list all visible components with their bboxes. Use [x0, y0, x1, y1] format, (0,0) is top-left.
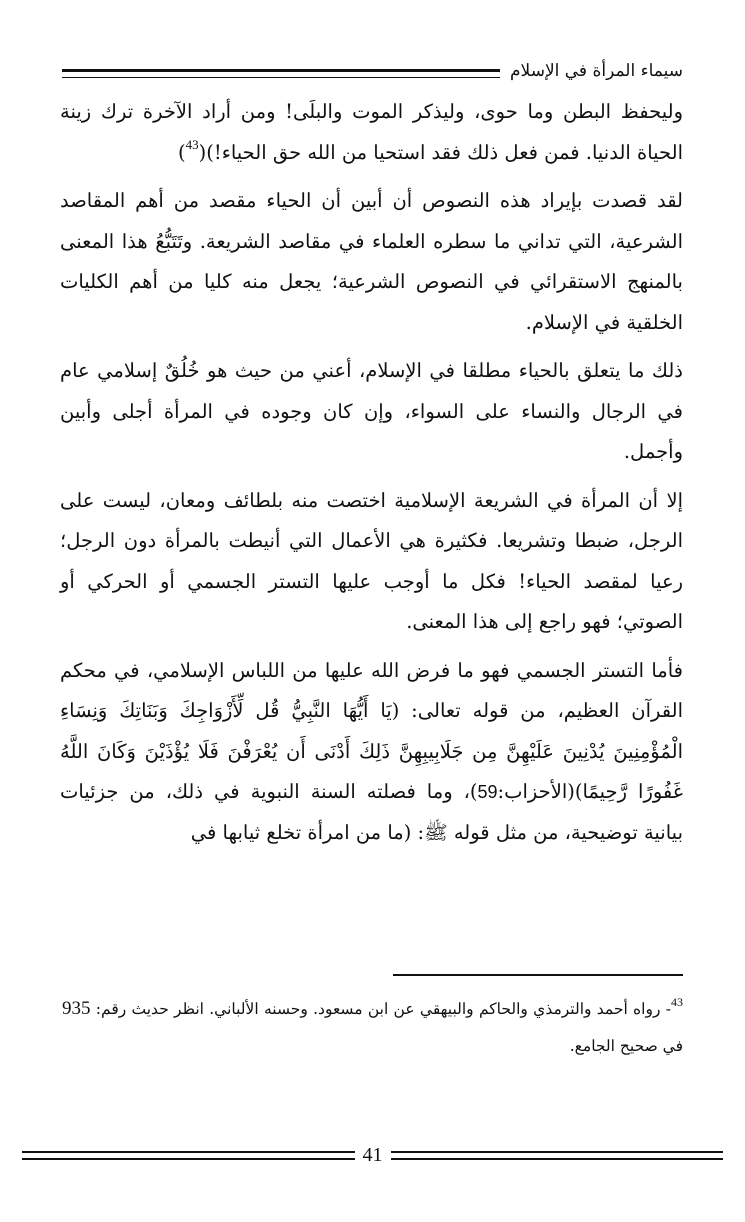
verse-reference-number: 59 [477, 782, 498, 802]
paragraph-1-close: ) [178, 140, 186, 164]
paragraph-5 [60, 651, 683, 854]
paragraph-5-text: فأما التستر الجسمي فهو ما فرض الله عليها من اللباس الإسلامي، في محكم القرآن العظيم، من قوله تعالى: (يَا أَيُّهَا النَّبِيُّ قُل لِّأَزْوَاجِكَ وَبَنَاتِكَ وَنِسَاءِ الْمُؤْمِنِينَ يُدْنِينَ عَلَيْهِنَّ مِن جَلَابِيبِهِنَّ ذَلِكَ أَدْنَى أَن يُعْرَفْنَ فَلَا يُؤْذَيْنَ وَكَانَ اللَّهُ غَفُورًا رَّحِيمًا)(الأحزاب: [60, 658, 683, 803]
footnote-separator [393, 974, 683, 976]
main-text [60, 92, 683, 861]
footnote-text: - رواه أحمد والترمذي والحاكم والبيهقي عن ابن مسعود. وحسنه الألباني. انظر حديث رقم: [95, 1000, 671, 1018]
header-double-rule [62, 69, 500, 78]
page-footer [22, 1141, 723, 1169]
footer-rule-right [391, 1151, 724, 1160]
paragraph-1 [60, 92, 683, 173]
hadith-number: 935 [62, 998, 91, 1019]
running-header-title: سيماء المرأة في الإسلام [510, 61, 683, 81]
paragraph-2: لقد قصدت بإيراد هذه النصوص أن أبين أن الحياء مقصد من أهم المقاصد الشرعية، التي تداني ما سطره العلماء في مقاصد الشريعة. وتَتَبُّعُ هذا المعنى بالمنهج الاستقرائي في النصوص الشرعية؛ يجعل منه كليا من أهم الكليات الخلقية في الإسلام. [60, 189, 683, 334]
paragraph-5-continuation: )، وما فصلته السنة النبوية في ذلك، من جزئيات بيانية توضيحية، من مثل قوله ﷺ: (ما من امرأة تخلع ثيابها في [60, 780, 683, 844]
page-number: 41 [362, 1143, 383, 1166]
footer-rule-left [22, 1151, 355, 1160]
footnote [62, 990, 683, 1065]
footnote-reference[interactable]: 43 [185, 136, 199, 152]
footnote-number: 43 [671, 995, 683, 1009]
running-header [62, 56, 683, 86]
paragraph-4: إلا أن المرأة في الشريعة الإسلامية اختصت منه بلطائف ومعان، ليست على الرجل، ضبطا وتشريعا. فكثيرة هي الأعمال التي أنيطت بالمرأة دون الرجل؛ رعيا لمقصد الحياء! فكل ما أوجب عليها التستر الجسمي أو الحركي أو الصوتي؛ فهو راجع إلى هذا المعنى. [60, 488, 683, 633]
footnote-text-end: في صحيح الجامع. [569, 1037, 683, 1055]
paragraph-1-text: وليحفظ البطن وما حوى، وليذكر الموت والبلَى! ومن أراد الآخرة ترك زينة الحياة الدنيا. فمن فعل ذلك فقد استحيا من الله حق الحياء!)( [60, 100, 683, 164]
paragraph-3: ذلك ما يتعلق بالحياء مطلقا في الإسلام، أعني من حيث هو خُلُقٌ إسلامي عام في الرجال والنساء على السواء، وإن كان وجوده في المرأة أجلى وأبين وأجمل. [60, 359, 683, 463]
